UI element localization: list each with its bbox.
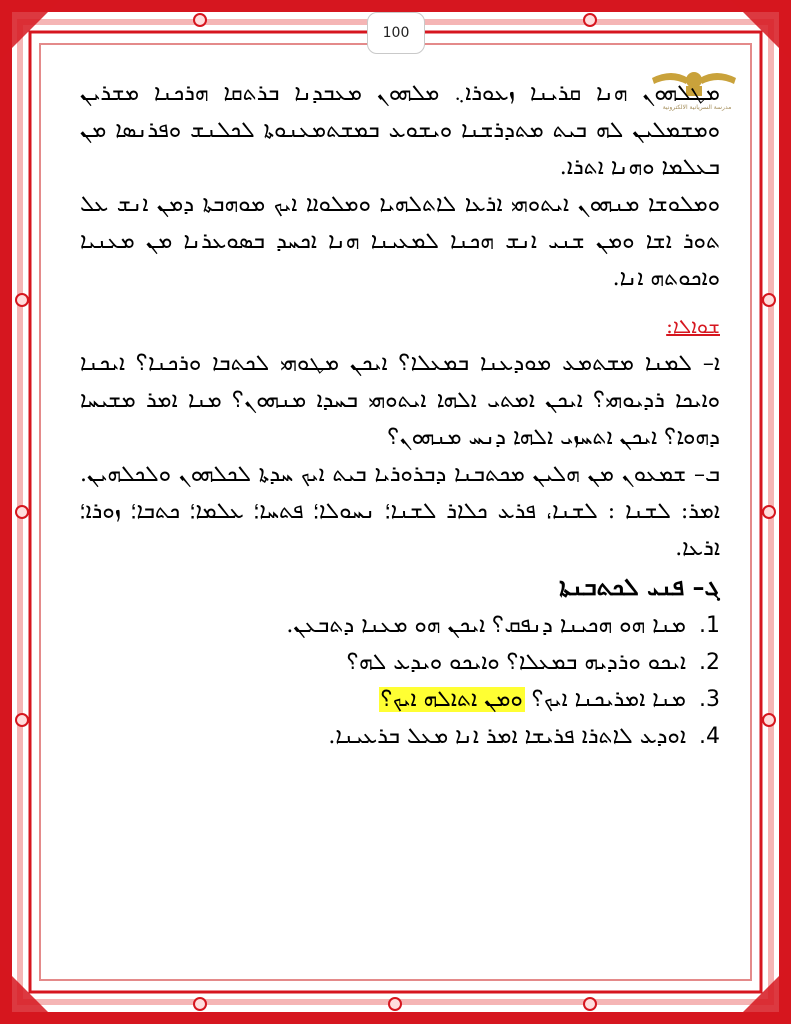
question-label: ܒ–: [693, 462, 720, 487]
list-item: [80, 718, 720, 755]
question-label: ܓ–: [692, 572, 720, 601]
questions-heading: ܫܘܐܠܐ:: [666, 314, 720, 338]
list-item-number: 2.: [699, 650, 720, 675]
list-item-text: ܡܢܐ ܗܘ ܗܟܝܢܐ ܕܢܦܩ؟ ܐܝܟܢ ܗܘ ܡܥܢܐ ܕܬܒܥܢ.: [286, 613, 686, 638]
intro-paragraph-1: ܡܛܠܗܘܢ ܗܢܐ ܩܪܝܢܐ ܙܥܘܪܐ܆ ܡܠܗܘܢ ܡܥܒܕܢܐ ܒܪܬܩܐ ܗܪܟܢܐ ܡܫܪܝܢ ܘܡܫܡܠܝܢ ܠܗ ܒܝܬ ܡܬܕܪܫܢܐ ܘܝܫܘܥ ܒܡܫܬܡܥܢܘܬܐ ܠܟܠܢܫ ܘܦܪܢܣܐ ܡܢ ܒܥܠܡܐ ܘܗܢܐ ܐܬܪܐ.: [80, 81, 720, 180]
question-text: ܦܢܝ ܠܟܬܒܢܬܐ: [559, 572, 685, 601]
page-number: 100: [367, 12, 425, 54]
list-item-number: 1.: [699, 613, 720, 638]
intro-paragraph-2: ܘܡܠܘܫܐ ܡܢܗܘܢ ܐܝܬܘܗܝ ܐܪܥܐ ܠܐܬܠܗܝܐ ܘܡܠܘܐܐ ܐܝܟ ܡܘܗܒܬܐ ܕܡܢ ܐܢܫ ܥܠ ܬܘܪ ܐܫܐ ܘܡܢ ܫܢܝ ܐܢܫ ܗܟܢܐ ܠܡܥܝܢܐ ܗܢܐ ܐܟܚܕ ܒܣܘܥܪܢܐ ܡܢ ܡܥܢܝܐ ܘܐܟܘܬܗ ܐܢܐ.: [80, 192, 720, 291]
list-item: [80, 607, 720, 644]
question-text: ܫܡܥܘܢ ܡܢ ܗܠܝܢ ܡܟܬܒܢܐ ܕܒܪܘܪܝܐ ܒܝܬ ܐܝܟ ܚܕܬܐ ܠܟܠܗܘܢ ܘܠܟܠܗܝܢ. ܐܡܪ: ܠܫܢܐ : ܠܫܢܐ، ܦܪܥ ܟܠܐܪ ܠܫܢܐ؛ ܢܚܘܠܐ؛ ܦܬܚܐ؛ ܥܠܡܐ؛ ܟܬܒܐ؛ ܙܘܪܐ؛ ܐܪܥܐ.: [80, 462, 720, 561]
main-content: [80, 75, 720, 755]
list-item: [80, 644, 720, 681]
question-c: [80, 567, 720, 607]
logo-caption: مدرسة السريانية الالكترونية: [662, 104, 732, 111]
list-item-number: 3.: [699, 687, 720, 712]
question-a: [80, 345, 720, 456]
list-item: [80, 681, 720, 718]
question-b: [80, 456, 720, 567]
list-item-text: [379, 681, 686, 718]
numbered-list: [80, 607, 720, 755]
list-item-number: 4.: [699, 724, 720, 749]
list-item-text-main: ܡܢܐ ܐܡܪܝܟܢܐ ܐܝܟ؟: [531, 687, 686, 712]
question-text: ܠܡܢܐ ܡܫܬܡܥ ܡܘܕܥܢܐ ܒܡܥܠܐ؟ ܐܝܟܢ ܡܛܘܗܝ ܠܟܬܒܐ ܘܪܟܢܐ؟ ܐܝܟܢܐ ܘܐܝܟܐ ܪܕܝܘܗܝ؟ ܐܝܟܢ ܐܡܬܝ ܐܠܗܐ ܐܝܬܘܗܝ ܒܚܕܐ ܡܢܗܘܢ؟ ܡܢܐ ܐܡܪ ܡܫܝܚܐ ܕܗܘܐ؟ ܐܝܟܢ ܐܬܚܙܝ ܐܠܗܐ ܕܢܚ ܡܢܗܘܢ؟: [80, 351, 720, 450]
list-item-text: ܐܘܕܥ ܠܐܬܪܐ ܦܪܝܫܐ ܐܡܪ ܐܢܐ ܡܥܠ ܒܪܥܝܢܐ.: [328, 724, 686, 749]
question-label: ܐ–: [702, 351, 720, 376]
highlighted-text: ܘܡܢ ܐܬܐܠܗ ܐܝܟ؟: [380, 687, 523, 712]
list-item-text: ܐܝܟܘ ܘܪܕܝܗ ܒܡܥܠܐ؟ ܘܐܝܟܘ ܘܝܕܥ ܠܗ؟: [346, 650, 686, 675]
